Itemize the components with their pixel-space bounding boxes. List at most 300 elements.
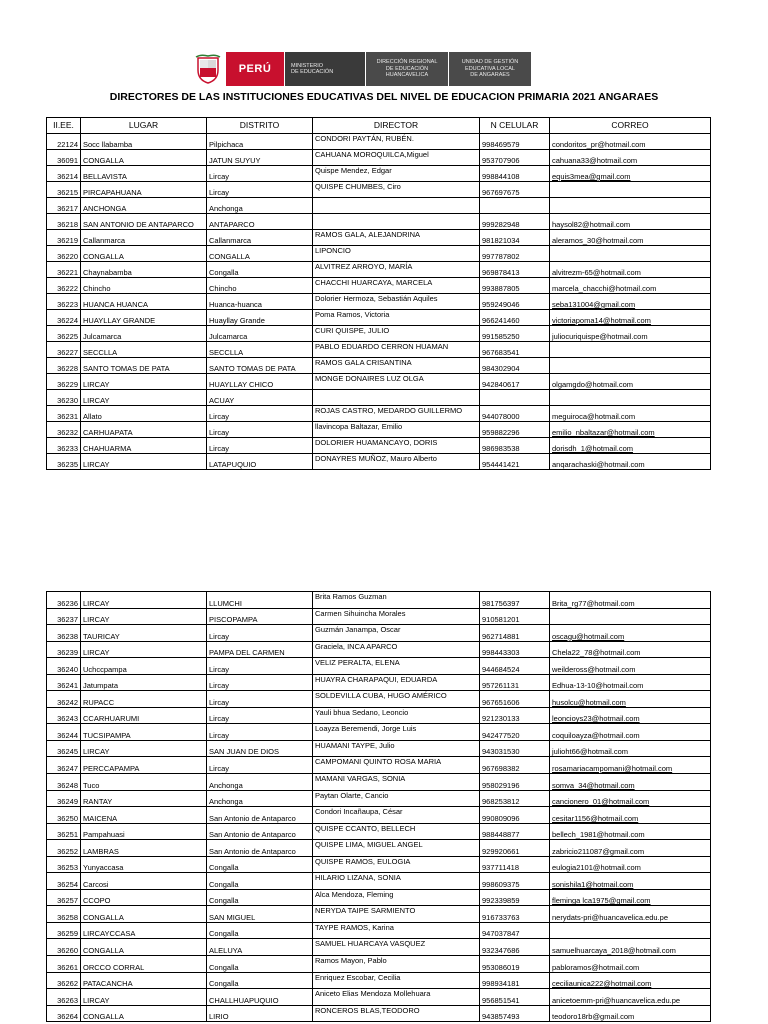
cell-director: RAMOS GALA CRISANTINA (313, 358, 480, 374)
cell-iiee: 36250 (47, 807, 81, 824)
cell-correo: rosamariacampomani@hotmail.com (550, 757, 711, 774)
cell-distrito: PAMPA DEL CARMEN (207, 641, 313, 658)
table-row (47, 823, 711, 840)
cell-lugar: Yunyaccasa (81, 856, 207, 873)
cell-iiee: 36240 (47, 658, 81, 675)
cell-director: MAMANI VARGAS, SONIA (313, 774, 480, 791)
cell-distrito: CONGALLA (207, 246, 313, 262)
table-row (47, 691, 711, 708)
cell-director: Guzmán Janampa, Oscar (313, 625, 480, 642)
cell-iiee: 22124 (47, 134, 81, 150)
cell-iiee: 36220 (47, 246, 81, 262)
cell-celular: 998844108 (480, 166, 550, 182)
cell-correo: Chela22_78@hotmail.com (550, 641, 711, 658)
cell-director: HUAYRA CHARAPAQUI, EDUARDA (313, 674, 480, 691)
cell-distrito: San Antonio de Antaparco (207, 840, 313, 857)
cell-director: Carmen Sihuincha Morales (313, 608, 480, 625)
cell-iiee: 36242 (47, 691, 81, 708)
cell-correo: alvitrezm-65@hotmail.com (550, 262, 711, 278)
cell-distrito: SAN MIGUEL (207, 906, 313, 923)
cell-director: CAHUANA MOROQUILCA,Miguel (313, 150, 480, 166)
cell-lugar: PATACANCHA (81, 972, 207, 989)
cell-lugar: Pampahuasi (81, 823, 207, 840)
cell-correo: nerydats-pri@huancavelica.edu.pe (550, 906, 711, 923)
cell-correo: aleramos_30@hotmail.com (550, 230, 711, 246)
cell-lugar: Chincho (81, 278, 207, 294)
cell-distrito: Lircay (207, 182, 313, 198)
cell-lugar: ANCHONGA (81, 198, 207, 214)
cell-celular: 910581201 (480, 608, 550, 625)
table-row (47, 989, 711, 1006)
cell-iiee: 36235 (47, 454, 81, 470)
cell-distrito: Lircay (207, 724, 313, 741)
cell-director: Paytan Olarte, Cancio (313, 790, 480, 807)
cell-director: LIPONCIO (313, 246, 480, 262)
cell-distrito: Huanca-huanca (207, 294, 313, 310)
cell-correo (550, 198, 711, 214)
cell-lugar: Chaynabamba (81, 262, 207, 278)
table-row (47, 658, 711, 675)
cell-lugar: Allato (81, 406, 207, 422)
cell-director: CHACCHI HUARCAYA, MARCELA (313, 278, 480, 294)
cell-iiee: 36249 (47, 790, 81, 807)
cell-lugar: RUPACC (81, 691, 207, 708)
cell-correo: cancionero_01@hotmail.com (550, 790, 711, 807)
cell-celular: 943857493 (480, 1005, 550, 1022)
cell-director: Poma Ramos, Victoria (313, 310, 480, 326)
cell-director: Ramos Mayon, Pablo (313, 956, 480, 973)
cell-lugar: Tuco (81, 774, 207, 791)
table-row (47, 230, 711, 246)
cell-director (313, 390, 480, 406)
cell-celular: 992339859 (480, 889, 550, 906)
table-row (47, 310, 711, 326)
cell-iiee: 36221 (47, 262, 81, 278)
cell-director: Enriquez Escobar, Cecilia (313, 972, 480, 989)
cell-iiee: 36260 (47, 939, 81, 956)
cell-celular: 968253812 (480, 790, 550, 807)
cell-correo: meguiroca@hotmail.com (550, 406, 711, 422)
cell-distrito: Congalla (207, 873, 313, 890)
table-row (47, 406, 711, 422)
peru-label: PERÚ (226, 52, 284, 86)
cell-celular: 942477520 (480, 724, 550, 741)
cell-iiee: 36231 (47, 406, 81, 422)
cell-correo: pabloramos@hotmail.com (550, 956, 711, 973)
cell-correo: condoritos_pr@hotmail.com (550, 134, 711, 150)
cell-director: SAMUEL HUARCAYA VASQUEZ (313, 939, 480, 956)
cell-distrito: HUAYLLAY CHICO (207, 374, 313, 390)
cell-iiee: 36262 (47, 972, 81, 989)
cell-correo: anqarachaski@hotmail.com (550, 454, 711, 470)
cell-iiee: 36217 (47, 198, 81, 214)
cell-celular: 921230133 (480, 707, 550, 724)
cell-lugar: LIRCAY (81, 454, 207, 470)
cell-correo: equis3mea@gmail.com (550, 166, 711, 182)
cell-correo: emilio_nbaltazar@hotmail.com (550, 422, 711, 438)
cell-celular: 932347686 (480, 939, 550, 956)
cell-iiee: 36238 (47, 625, 81, 642)
cell-director: VELIZ PERALTA, ELENA (313, 658, 480, 675)
cell-iiee: 36253 (47, 856, 81, 873)
cell-lugar: HUAYLLAY GRANDE (81, 310, 207, 326)
col-header-lugar: LUGAR (81, 118, 207, 134)
cell-director (313, 198, 480, 214)
cell-iiee: 36261 (47, 956, 81, 973)
cell-celular: 959249046 (480, 294, 550, 310)
cell-celular: 953086019 (480, 956, 550, 973)
cell-iiee: 36244 (47, 724, 81, 741)
cell-lugar: LIRCAY (81, 374, 207, 390)
cell-lugar: CCOPO (81, 889, 207, 906)
cell-director: CAMPOMANI QUINTO ROSA MARIA (313, 757, 480, 774)
table-row (47, 625, 711, 642)
cell-director: DOLORIER HUAMANCAYO, DORIS (313, 438, 480, 454)
cell-iiee: 36252 (47, 840, 81, 857)
cell-distrito: Congalla (207, 889, 313, 906)
cell-lugar: LIRCAYCCASA (81, 922, 207, 939)
table-row (47, 182, 711, 198)
cell-celular: 947037847 (480, 922, 550, 939)
cell-director: HILARIO LIZANA, SONIA (313, 873, 480, 890)
cell-lugar: Socc llabamba (81, 134, 207, 150)
table-row (47, 790, 711, 807)
table-row (47, 807, 711, 824)
cell-distrito: Chincho (207, 278, 313, 294)
cell-correo (550, 342, 711, 358)
cell-iiee: 36241 (47, 674, 81, 691)
cell-director: PABLO EDUARDO CERRON HUAMAN (313, 342, 480, 358)
cell-celular: 998469579 (480, 134, 550, 150)
cell-lugar: SANTO TOMAS DE PATA (81, 358, 207, 374)
cell-celular: 967683541 (480, 342, 550, 358)
cell-director: TAYPE RAMOS, Karina (313, 922, 480, 939)
cell-director (313, 214, 480, 230)
cell-iiee: 36258 (47, 906, 81, 923)
cell-iiee: 36232 (47, 422, 81, 438)
cell-distrito: Lircay (207, 707, 313, 724)
cell-celular: 998609375 (480, 873, 550, 890)
table-row (47, 374, 711, 390)
table-row (47, 422, 711, 438)
cell-iiee: 36228 (47, 358, 81, 374)
cell-correo (550, 608, 711, 625)
cell-celular: 944078000 (480, 406, 550, 422)
col-header-iiee: II.EE. (47, 118, 81, 134)
cell-director: CURI QUISPE, JULIO (313, 326, 480, 342)
cell-celular: 967697675 (480, 182, 550, 198)
cell-distrito: Congalla (207, 922, 313, 939)
cell-distrito: Lircay (207, 674, 313, 691)
table-row (47, 390, 711, 406)
table-row (47, 342, 711, 358)
table-row (47, 707, 711, 724)
cell-director: MONGE DONAIRES LUZ OLGA (313, 374, 480, 390)
cell-distrito: JATUN SUYUY (207, 150, 313, 166)
cell-iiee: 36264 (47, 1005, 81, 1022)
cell-iiee: 36239 (47, 641, 81, 658)
cell-lugar: CARHUAPATA (81, 422, 207, 438)
cell-distrito: Julcamarca (207, 326, 313, 342)
cell-celular: 929920661 (480, 840, 550, 857)
cell-iiee: 36245 (47, 740, 81, 757)
cell-lugar: CONGALLA (81, 246, 207, 262)
cell-director: RAMOS GALA, ALEJANDRINA (313, 230, 480, 246)
table-row (47, 956, 711, 973)
cell-correo: cahuana33@hotmail.com (550, 150, 711, 166)
table-row (47, 278, 711, 294)
directors-table-1 (46, 117, 711, 470)
cell-distrito: Lircay (207, 166, 313, 182)
cell-lugar: LIRCAY (81, 641, 207, 658)
cell-correo: haysol82@hotmail.com (550, 214, 711, 230)
cell-correo (550, 246, 711, 262)
cell-distrito: Congalla (207, 262, 313, 278)
cell-director: HUAMANI TAYPE, Julio (313, 740, 480, 757)
cell-director: Loayza Beremendi, Jorge Luis (313, 724, 480, 741)
cell-director: Quispe Mendez, Edgar (313, 166, 480, 182)
cell-director: RONCEROS BLAS,TEODORO (313, 1005, 480, 1022)
cell-lugar: LIRCAY (81, 608, 207, 625)
table-row (47, 358, 711, 374)
table-row (47, 198, 711, 214)
table-row (47, 774, 711, 791)
cell-correo: husolcu@hotmail.com (550, 691, 711, 708)
cell-correo: olgamgdo@hotmail.com (550, 374, 711, 390)
cell-distrito: Lircay (207, 406, 313, 422)
cell-distrito: Lircay (207, 691, 313, 708)
table-row (47, 724, 711, 741)
cell-lugar: LIRCAY (81, 989, 207, 1006)
cell-celular: 944684524 (480, 658, 550, 675)
cell-correo (550, 922, 711, 939)
cell-director: CONDORI PAYTÁN, RUBÉN. (313, 134, 480, 150)
cell-lugar: CHAHUARMA (81, 438, 207, 454)
cell-iiee: 36263 (47, 989, 81, 1006)
cell-iiee: 36225 (47, 326, 81, 342)
table-row (47, 214, 711, 230)
cell-celular: 962714881 (480, 625, 550, 642)
cell-lugar: SAN ANTONIO DE ANTAPARCO (81, 214, 207, 230)
cell-iiee: 36214 (47, 166, 81, 182)
cell-celular: 967698382 (480, 757, 550, 774)
cell-director: ROJAS CASTRO, MEDARDO GUILLERMO (313, 406, 480, 422)
cell-correo: oscagu@hotmail.com (550, 625, 711, 642)
cell-director: llavincopa Baltazar, Emilio (313, 422, 480, 438)
cell-distrito: LIRIO (207, 1005, 313, 1022)
cell-iiee: 36237 (47, 608, 81, 625)
cell-correo: somva_34@hotmail.com (550, 774, 711, 791)
cell-director: QUISPE CCANTO, BELLECH (313, 823, 480, 840)
cell-distrito: Lircay (207, 438, 313, 454)
cell-lugar: CONGALLA (81, 906, 207, 923)
cell-correo: ceciliaunica222@hotmail.com (550, 972, 711, 989)
cell-distrito: SANTO TOMAS DE PATA (207, 358, 313, 374)
cell-celular: 988448877 (480, 823, 550, 840)
col-header-director: DIRECTOR (313, 118, 480, 134)
cell-correo: eulogia2101@hotmail.com (550, 856, 711, 873)
cell-correo: coquiloayza@hotmail.com (550, 724, 711, 741)
cell-lugar: Julcamarca (81, 326, 207, 342)
cell-iiee: 36218 (47, 214, 81, 230)
table-row (47, 326, 711, 342)
cell-director: ALVITREZ ARROYO, MARÍA (313, 262, 480, 278)
cell-iiee: 36091 (47, 150, 81, 166)
cell-correo: seba131004@gmail.com (550, 294, 711, 310)
cell-celular: 943031530 (480, 740, 550, 757)
cell-distrito: Lircay (207, 422, 313, 438)
cell-iiee: 36222 (47, 278, 81, 294)
cell-director: QUISPE RAMOS, EULOGIA (313, 856, 480, 873)
cell-correo: leoncioys23@hotmail.com (550, 707, 711, 724)
cell-distrito: Congalla (207, 856, 313, 873)
cell-distrito: SECCLLA (207, 342, 313, 358)
cell-director: QUISPE CHUMBES, Ciro (313, 182, 480, 198)
cell-iiee: 36257 (47, 889, 81, 906)
cell-director: Dolorier Hermoza, Sebastián Aquiles (313, 294, 480, 310)
ministerio-label: MINISTERIO DE EDUCACIÓN (285, 52, 365, 86)
cell-celular: 981821034 (480, 230, 550, 246)
col-header-celular: N CELULAR (480, 118, 550, 134)
cell-lugar: PIRCAPAHUANA (81, 182, 207, 198)
cell-iiee: 36233 (47, 438, 81, 454)
cell-celular: 958029196 (480, 774, 550, 791)
table-row (47, 166, 711, 182)
cell-lugar: SECCLLA (81, 342, 207, 358)
table-row (47, 840, 711, 857)
cell-correo: Edhua-13-10@hotmail.com (550, 674, 711, 691)
cell-iiee: 36243 (47, 707, 81, 724)
cell-lugar: LIRCAY (81, 740, 207, 757)
table-row (47, 608, 711, 625)
cell-correo: julioht66@hotmail.com (550, 740, 711, 757)
cell-distrito: Anchonga (207, 774, 313, 791)
cell-director: DONAYRES MUÑOZ, Mauro Alberto (313, 454, 480, 470)
table-row (47, 889, 711, 906)
cell-correo (550, 182, 711, 198)
cell-lugar: Callanmarca (81, 230, 207, 246)
cell-lugar: CONGALLA (81, 939, 207, 956)
table-row (47, 262, 711, 278)
table-header-row (47, 118, 711, 134)
cell-lugar: Carcosi (81, 873, 207, 890)
cell-distrito: Anchonga (207, 790, 313, 807)
table-row (47, 873, 711, 890)
table-row (47, 674, 711, 691)
cell-distrito: Lircay (207, 757, 313, 774)
cell-director: QUISPE LIMA, MIGUEL ANGEL (313, 840, 480, 857)
cell-celular: 937711418 (480, 856, 550, 873)
cell-lugar: MAICENA (81, 807, 207, 824)
cell-iiee: 36219 (47, 230, 81, 246)
cell-celular: 954441421 (480, 454, 550, 470)
direccion-regional-label: DIRECCIÓN REGIONAL DE EDUCACIÓN HUANCAVELICA (366, 52, 448, 86)
cell-celular: 998443303 (480, 641, 550, 658)
cell-distrito: San Antonio de Antaparco (207, 807, 313, 824)
cell-lugar: PERCCAPAMPA (81, 757, 207, 774)
cell-celular: 990809096 (480, 807, 550, 824)
cell-celular: 953707906 (480, 150, 550, 166)
cell-lugar: RANTAY (81, 790, 207, 807)
cell-director: Graciela, INCA APARCO (313, 641, 480, 658)
table-row (47, 906, 711, 923)
cell-celular: 916733763 (480, 906, 550, 923)
cell-celular (480, 390, 550, 406)
cell-celular: 956851541 (480, 989, 550, 1006)
cell-celular: 957261131 (480, 674, 550, 691)
table-row (47, 150, 711, 166)
cell-correo: anicetoemm-pri@huancavelica.edu.pe (550, 989, 711, 1006)
cell-distrito: Callanmarca (207, 230, 313, 246)
table-row (47, 757, 711, 774)
cell-distrito: ACUAY (207, 390, 313, 406)
cell-celular: 998934181 (480, 972, 550, 989)
cell-correo: dorisdh_1@hotmail.com (550, 438, 711, 454)
cell-iiee: 36248 (47, 774, 81, 791)
cell-correo: Brita_rg77@hotmail.com (550, 592, 711, 609)
ugel-label: UNIDAD DE GESTIÓN EDUCATIVA LOCAL DE ANGARAES (449, 52, 531, 86)
cell-director: Alca Mendoza, Fleming (313, 889, 480, 906)
cell-iiee: 36227 (47, 342, 81, 358)
cell-correo: victoriapoma14@hotmail.com (550, 310, 711, 326)
cell-celular: 967651606 (480, 691, 550, 708)
cell-celular: 966241460 (480, 310, 550, 326)
cell-distrito: ALELUYA (207, 939, 313, 956)
cell-distrito: SAN JUAN DE DIOS (207, 740, 313, 757)
cell-distrito: ANTAPARCO (207, 214, 313, 230)
cell-iiee: 36224 (47, 310, 81, 326)
cell-distrito: San Antonio de Antaparco (207, 823, 313, 840)
col-header-distrito: DISTRITO (207, 118, 313, 134)
cell-celular: 999282948 (480, 214, 550, 230)
cell-iiee: 36230 (47, 390, 81, 406)
cell-iiee: 36251 (47, 823, 81, 840)
cell-lugar: CONGALLA (81, 150, 207, 166)
cell-celular: 997787802 (480, 246, 550, 262)
cell-distrito: Huayllay Grande (207, 310, 313, 326)
cell-distrito: LATAPUQUIO (207, 454, 313, 470)
cell-lugar: BELLAVISTA (81, 166, 207, 182)
cell-celular (480, 198, 550, 214)
cell-correo (550, 390, 711, 406)
cell-iiee: 36236 (47, 592, 81, 609)
cell-correo: fleminga lca1975@gmail.com (550, 889, 711, 906)
cell-correo: samuelhuarcaya_2018@hotmail.com (550, 939, 711, 956)
cell-iiee: 36229 (47, 374, 81, 390)
cell-distrito: Lircay (207, 658, 313, 675)
cell-celular: 984302904 (480, 358, 550, 374)
cell-lugar: CONGALLA (81, 1005, 207, 1022)
cell-iiee: 36254 (47, 873, 81, 890)
cell-distrito: PISCOPAMPA (207, 608, 313, 625)
table-row (47, 641, 711, 658)
cell-director: NERYDA TAIPE SARMIENTO (313, 906, 480, 923)
cell-director: SOLDEVILLA CUBA, HUGO AMÉRICO (313, 691, 480, 708)
cell-correo: marcela_chacchi@hotmail.com (550, 278, 711, 294)
table-row (47, 246, 711, 262)
cell-celular: 959882296 (480, 422, 550, 438)
cell-iiee: 36259 (47, 922, 81, 939)
cell-director: Aniceto Elias Mendoza Mollehuara (313, 989, 480, 1006)
table-row (47, 740, 711, 757)
cell-distrito: Anchonga (207, 198, 313, 214)
header-banner (190, 52, 531, 86)
directors-table-2 (46, 591, 711, 1022)
cell-distrito: Lircay (207, 625, 313, 642)
cell-correo: sonishila1@hotmail.com (550, 873, 711, 890)
cell-correo: cesitar1156@hotmail.com (550, 807, 711, 824)
cell-lugar: ORCCO CORRAL (81, 956, 207, 973)
